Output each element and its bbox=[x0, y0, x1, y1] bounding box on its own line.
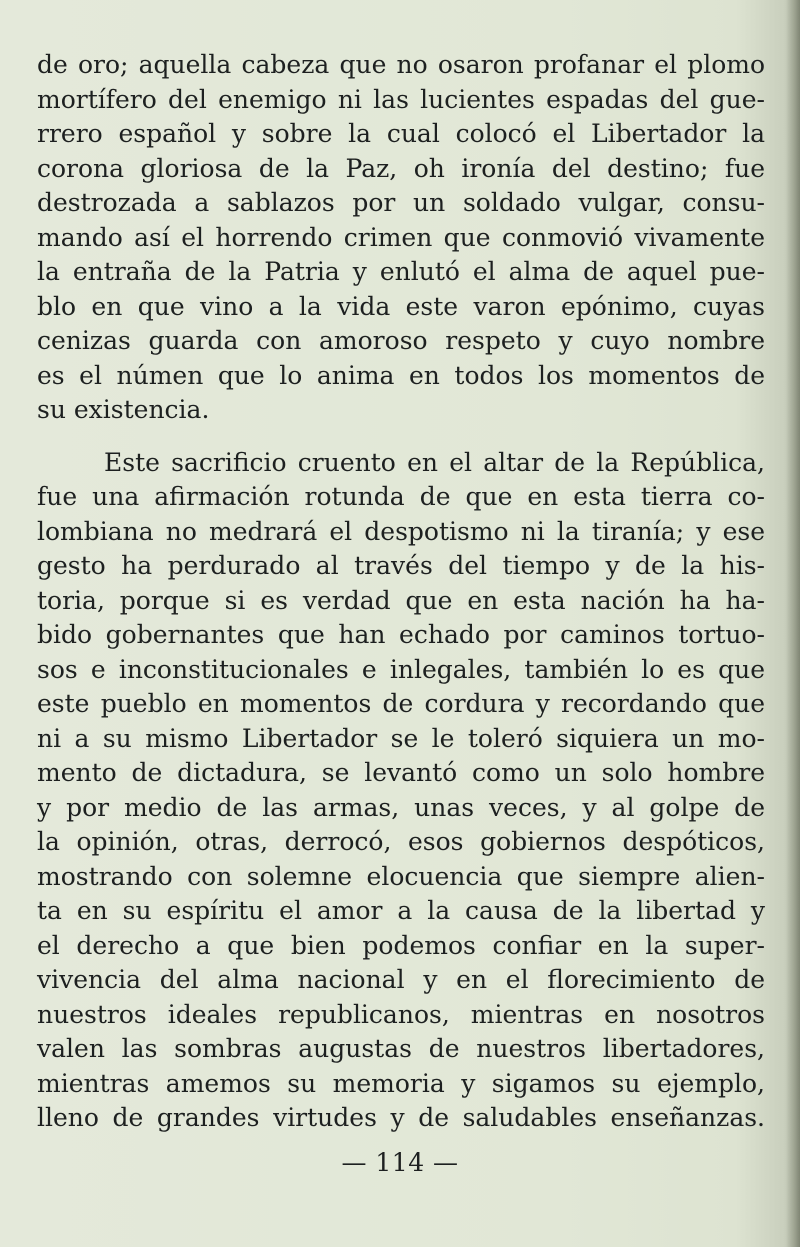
text-line: mento de dictadura, se levantó como un solo hombre bbox=[37, 758, 765, 787]
text-line: lleno de grandes virtudes y de saludables enseñanzas. bbox=[37, 1103, 765, 1132]
text-line: bido gobernantes que han echado por caminos tortuo- bbox=[37, 620, 765, 649]
text-line: gesto ha perdurado al través del tiempo y de la his- bbox=[37, 551, 765, 580]
text-line: mostrando con solemne elocuencia que siempre alien- bbox=[37, 861, 765, 891]
text-line: vivencia del alma nacional y en el florecimiento de bbox=[37, 965, 765, 994]
text-line: fue una afirmación rotunda de que en esta tierra co- bbox=[37, 482, 765, 511]
text-line: y por medio de las armas, unas veces, y al golpe de bbox=[37, 792, 765, 822]
text-line: toria, porque si es verdad que en esta nación ha ha- bbox=[37, 585, 765, 615]
text-line: este pueblo en momentos de cordura y recordando que bbox=[37, 689, 765, 718]
paragraph-1 bbox=[37, 48, 765, 428]
text-line: es el númen que lo anima en todos los momentos de bbox=[37, 360, 765, 390]
page-edge-shadow bbox=[786, 0, 800, 1247]
text-line: rrero español y sobre la cual colocó el Libertador la bbox=[37, 119, 765, 148]
text-line: corona gloriosa de la Paz, oh ironía del destino; fue bbox=[37, 153, 765, 183]
text-line: nuestros ideales republicanos, mientras en nosotros bbox=[37, 999, 765, 1029]
paragraph-gap bbox=[37, 428, 765, 446]
text-line: la entraña de la Patria y enlutó el alma de aquel pue- bbox=[37, 257, 765, 286]
text-line: destrozada a sablazos por un soldado vulgar, consu- bbox=[37, 188, 765, 217]
text-line: la opinión, otras, derrocó, esos gobiernos despóticos, bbox=[37, 827, 765, 856]
body-text bbox=[37, 48, 765, 1136]
text-line: lombiana no medrará el despotismo ni la tiranía; y ese bbox=[37, 516, 765, 546]
text-line: valen las sombras augustas de nuestros libertadores, bbox=[37, 1034, 765, 1063]
page-number: — 114 — bbox=[341, 1148, 459, 1177]
text-line: de oro; aquella cabeza que no osaron profanar el plomo bbox=[37, 50, 765, 79]
text-line: mando así el horrendo crimen que conmovió vivamente bbox=[37, 222, 765, 252]
text-line: blo en que vino a la vida este varon epónimo, cuyas bbox=[37, 291, 765, 321]
text-line: Este sacrificio cruento en el altar de la República, bbox=[104, 447, 765, 477]
text-line: cenizas guarda con amoroso respeto y cuyo nombre bbox=[37, 326, 765, 355]
paragraph-2 bbox=[37, 446, 765, 1136]
text-line: mortífero del enemigo ni las lucientes espadas del gue- bbox=[37, 84, 765, 114]
text-line: el derecho a que bien podemos confiar en la super- bbox=[37, 930, 765, 960]
text-line: su existencia. bbox=[37, 395, 210, 424]
text-line: sos e inconstitucionales e inlegales, también lo es que bbox=[37, 654, 765, 684]
text-line: ni a su mismo Libertador se le toleró siquiera un mo- bbox=[37, 723, 765, 753]
text-line: ta en su espíritu el amor a la causa de la libertad y bbox=[37, 896, 765, 925]
text-line: mientras amemos su memoria y sigamos su ejemplo, bbox=[37, 1068, 765, 1098]
